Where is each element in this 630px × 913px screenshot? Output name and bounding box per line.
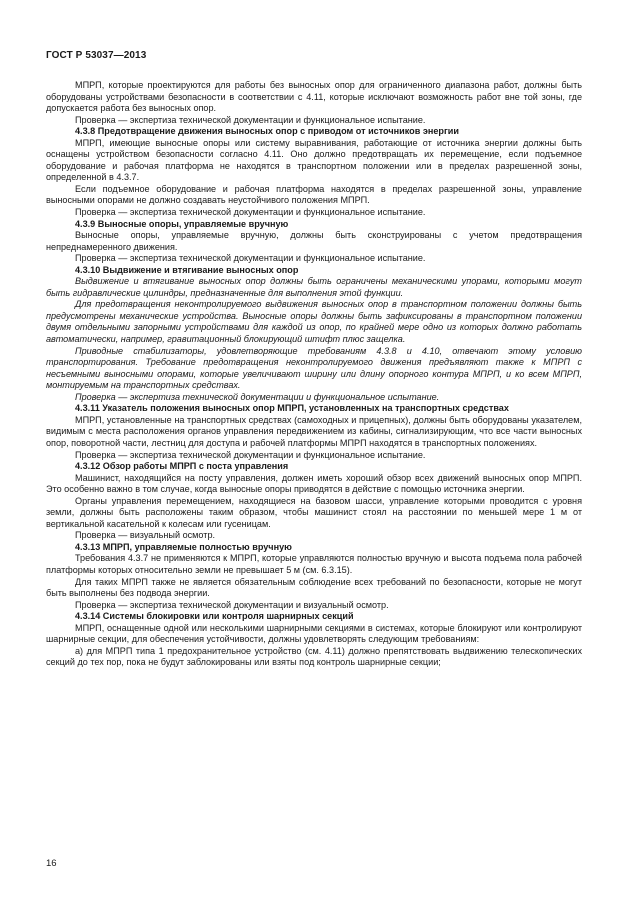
- section-heading: 4.3.13 МПРП, управляемые полностью вручную: [75, 541, 292, 552]
- paragraph: Для таких МПРП также не является обязательным соблюдение всех требований по безопасности, которые не могут быть выполнены без подвода энергии.: [46, 576, 582, 599]
- paragraph: МПРП, оснащенные одной или несколькими шарнирными секциями в системах, которые блокируют или контролируют шарнирные секции, для обеспечения устойчивости, должны удовлетворять следующим требованиям:: [46, 622, 582, 645]
- paragraph: Органы управления перемещением, находящиеся на базовом шасси, управление которыми проводится с уровня земли, должны быть расположены таким образом, чтобы машинист стоял на расстоянии по меньшей мере 1 м от вертикальной касательной к колесам или гусеницам.: [46, 495, 582, 529]
- paragraph: Требования 4.3.7 не применяются к МПРП, которые управляются полностью вручную и высота подъема пола рабочей платформы которых относительно земли не превышает 5 м (см. 6.3.15).: [46, 553, 582, 575]
- document-body: [46, 80, 582, 669]
- section-heading: 4.3.12 Обзор работы МПРП с поста управления: [75, 461, 289, 472]
- paragraph: МПРП, которые проектируются для работы без выносных опор для ограниченного диапазона работ, должны быть оборудованы устройствами безопасности в соответствии с 4.11, которые исключают возможность работ вне той зоны, где допускается работа без выносных опор.: [46, 80, 582, 114]
- paragraph: Для предотвращения неконтролируемого выдвижения выносных опор в транспортном положении должны быть предусмотрены механические устройства. Выносные опоры должны быть зафиксированы в транспортном положении двумя отдельными запорными устройствами для каждой из опор, по крайней мере одно из которых должно работать автоматически, например, гравитационный блокирующий штифт плюс защелка.: [46, 299, 582, 345]
- paragraph: Проверка — экспертиза технической документации и функциональное испытание.: [75, 391, 440, 402]
- section-heading: 4.3.10 Выдвижение и втягивание выносных опор: [75, 264, 299, 275]
- paragraph: МПРП, имеющие выносные опоры или систему выравнивания, работающие от источника энергии должны быть оснащены устройством безопасности согласно 4.11. Оно должно предотвращать их перемещение, если подъемное оборудование и рабочая платформа не находятся в транспортном положении или в пределах разрешенной зоны, определенной в 4.3.7.: [46, 137, 582, 183]
- paragraph: Машинист, находящийся на посту управления, должен иметь хороший обзор всех движений выносных опор МПРП. Это особенно важно в том случае, когда выносные опоры приводятся в действие с помощью источника энергии.: [46, 472, 582, 495]
- paragraph: Проверка — экспертиза технической документации и функциональное испытание.: [75, 449, 426, 460]
- paragraph: Проверка — экспертиза технической документации и визуальный осмотр.: [75, 599, 389, 610]
- standard-header: ГОСТ Р 53037—2013: [46, 50, 147, 61]
- paragraph: МПРП, установленные на транспортных средствах (самоходных и прицепных), должны быть оборудованы указателем, видимым с места расположения органов управления передвижением из кабины, сигнализирующим, что все части выносных опор, поворотной части, лестниц для доступа и рабочей платформы МПРП находятся в транспортных положениях.: [46, 414, 582, 448]
- paragraph: Выносные опоры, управляемые вручную, должны быть сконструированы с учетом предотвращения непреднамеренного движения.: [46, 230, 582, 252]
- paragraph: Приводные стабилизаторы, удовлетворяющие требованиям 4.3.8 и 4.10, отвечают этому условию транспортирования. Требование предотвращения неконтролируемого движения предъявляют также к МПРП с несъемными выносными опорами, которые увеличивают ширину или длину опорного контура МПРП, и ко всем МПРП, монтируемым на транспортных средствах.: [46, 345, 582, 391]
- paragraph: а) для МПРП типа 1 предохранительное устройство (см. 4.11) должно препятствовать выдвижению телескопических секций до тех пор, пока не будут заблокированы или взяты под контроль шарнирные секции;: [46, 645, 582, 668]
- section-heading: 4.3.8 Предотвращение движения выносных опор с приводом от источников энергии: [75, 126, 459, 137]
- paragraph: Проверка — экспертиза технической документации и функциональное испытание.: [75, 253, 426, 264]
- paragraph: Проверка — визуальный осмотр.: [75, 530, 216, 541]
- paragraph: Проверка — экспертиза технической документации и функциональное испытание.: [75, 114, 426, 125]
- section-heading: 4.3.11 Указатель положения выносных опор МПРП, установленных на транспортных средствах: [75, 403, 509, 414]
- section-heading: 4.3.9 Выносные опоры, управляемые вручную: [75, 218, 289, 229]
- paragraph: Выдвижение и втягивание выносных опор должны быть ограничены механическими упорами, которыми могут быть гидравлические цилиндры, предназначенные для выполнения этой функции.: [46, 276, 582, 298]
- paragraph: Если подъемное оборудование и рабочая платформа находятся в пределах разрешенной зоны, управление выносными опорами не должно создавать неустойчивого положения МПРП.: [46, 183, 582, 206]
- page-number: 16: [46, 858, 57, 869]
- paragraph: Проверка — экспертиза технической документации и функциональное испытание.: [75, 207, 426, 218]
- section-heading: 4.3.14 Системы блокировки или контроля шарнирных секций: [75, 611, 354, 622]
